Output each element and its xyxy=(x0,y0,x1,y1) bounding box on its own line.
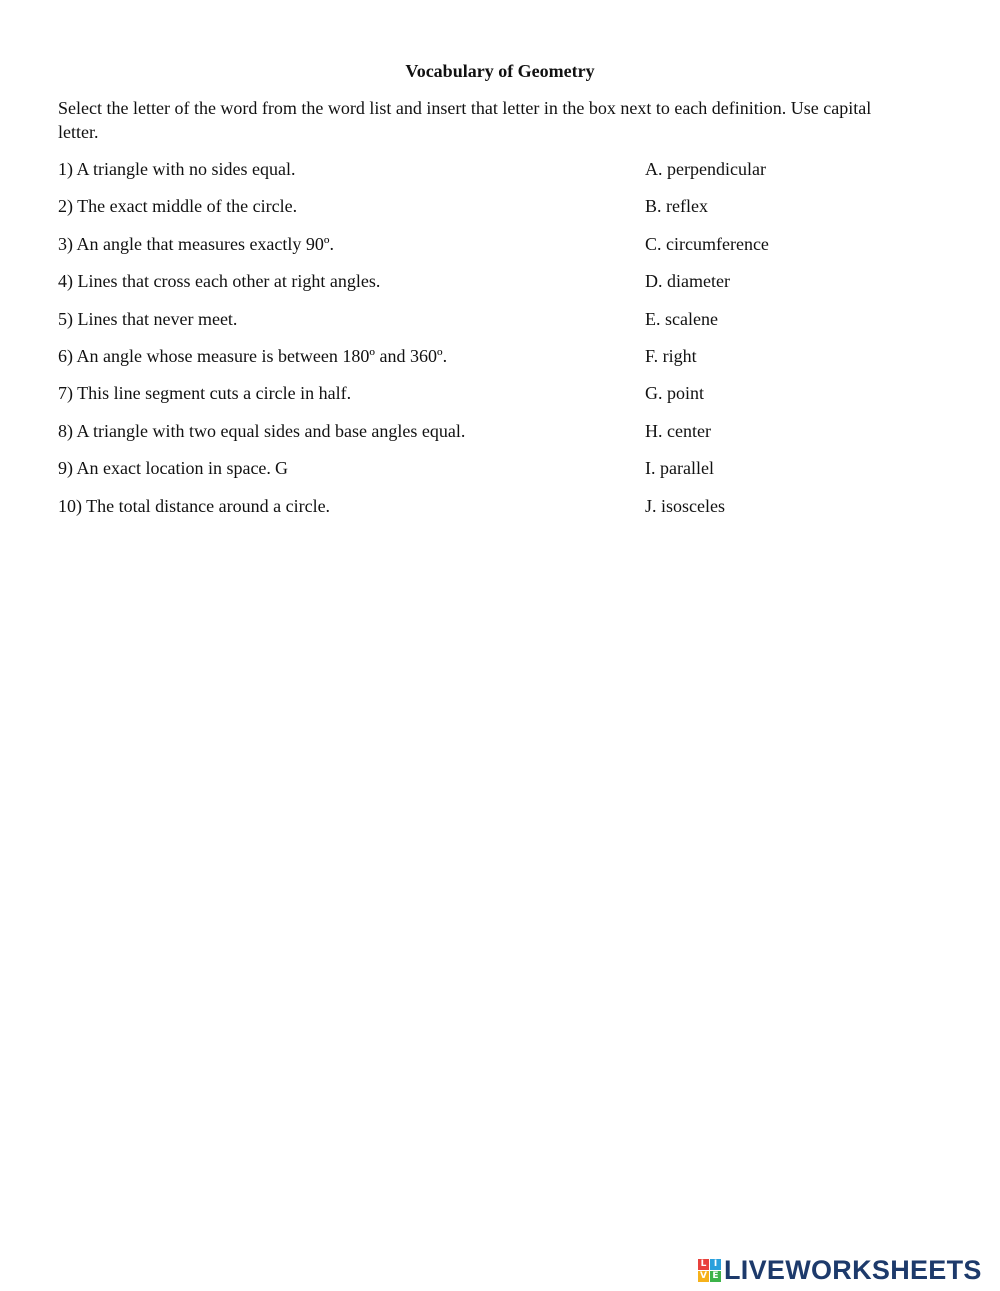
word-option-h: H. center xyxy=(645,420,711,441)
list-item xyxy=(58,233,958,270)
definition-5 xyxy=(58,308,255,330)
word-option-j: J. isosceles xyxy=(645,495,725,516)
definition-4 xyxy=(58,270,398,292)
list-item xyxy=(58,495,958,532)
logo-block: I xyxy=(710,1259,721,1270)
live-blocks-icon xyxy=(698,1259,721,1282)
word-option-g: G. point xyxy=(645,383,705,404)
definition-9 xyxy=(58,457,289,479)
instructions: Select the letter of the word from the word list and insert that letter in the box next to each definition. Use capital letter. xyxy=(58,98,872,142)
definition-text: 6) An angle whose measure is between 180º and 360º. xyxy=(58,345,448,366)
liveworksheets-logo xyxy=(698,1255,982,1285)
brand-name: LIVEWORKSHEETS xyxy=(724,1254,982,1285)
answer-box-9[interactable]: G xyxy=(274,458,288,479)
definition-text: 5) Lines that never meet. xyxy=(58,308,238,329)
definition-text: 1) A triangle with no sides equal. xyxy=(58,159,296,179)
word-option-b: B. reflex xyxy=(645,196,708,217)
worksheet-title: Vocabulary of Geometry xyxy=(405,61,595,81)
definition-3 xyxy=(58,233,352,255)
definitions-list xyxy=(58,158,958,532)
list-item xyxy=(58,158,958,195)
definition-6 xyxy=(58,345,465,367)
definition-text: 8) A triangle with two equal sides and base angles equal. xyxy=(58,420,466,441)
definition-text: 7) This line segment cuts a circle in half. xyxy=(58,383,352,404)
list-item xyxy=(58,195,958,232)
list-item xyxy=(58,308,958,345)
definition-text: 10) The total distance around a circle. xyxy=(58,495,331,516)
list-item xyxy=(58,345,958,382)
definition-10 xyxy=(58,495,348,517)
word-option-d: D. diameter xyxy=(645,271,730,292)
definition-1 xyxy=(58,158,313,180)
list-item xyxy=(58,382,958,419)
definition-text: 3) An angle that measures exactly 90º. xyxy=(58,233,334,254)
definition-2 xyxy=(58,195,315,217)
logo-block: L xyxy=(698,1259,709,1270)
definition-text: 2) The exact middle of the circle. xyxy=(58,196,298,217)
word-option-i: I. parallel xyxy=(645,458,714,479)
list-item xyxy=(58,270,958,307)
logo-block: V xyxy=(698,1271,709,1282)
word-option-f: F. right xyxy=(645,345,697,366)
word-option-a: A. perpendicular xyxy=(645,159,766,179)
logo-block: E xyxy=(710,1271,721,1282)
list-item xyxy=(58,420,958,457)
definition-7 xyxy=(58,382,369,404)
definition-8 xyxy=(58,420,483,442)
word-option-c: C. circumference xyxy=(645,233,769,254)
definition-text: 4) Lines that cross each other at right angles. xyxy=(58,271,381,292)
definition-text: 9) An exact location in space. xyxy=(58,458,271,479)
word-option-e: E. scalene xyxy=(645,308,718,329)
list-item xyxy=(58,457,958,494)
